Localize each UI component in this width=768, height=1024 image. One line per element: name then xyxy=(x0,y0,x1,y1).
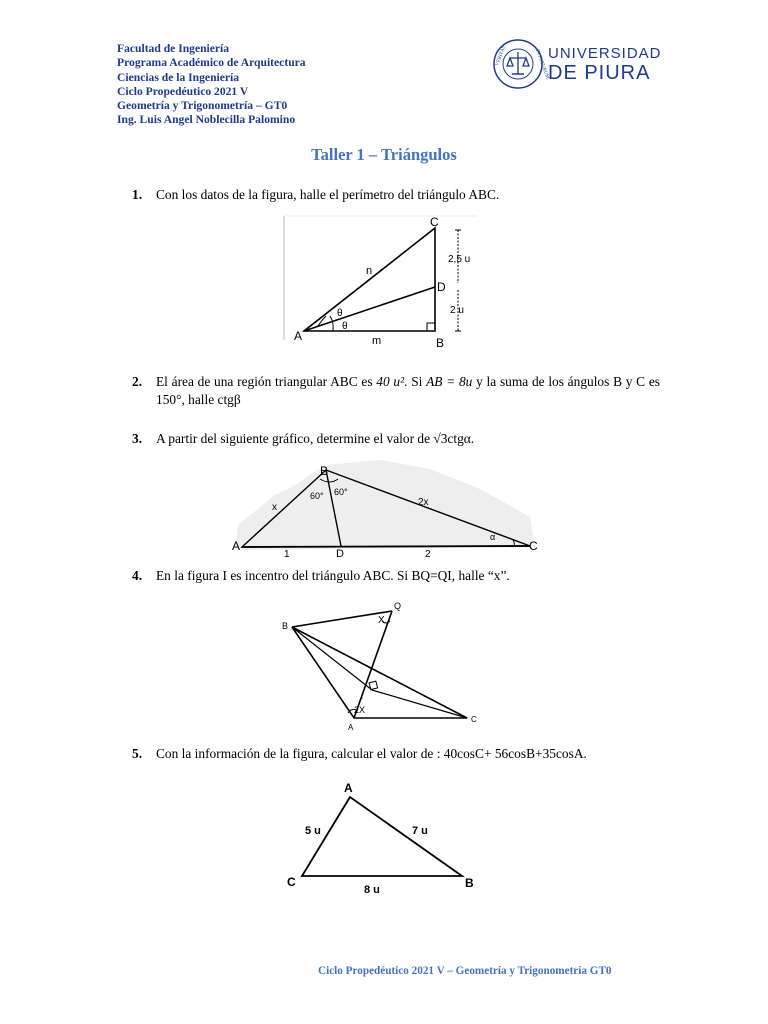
figure-1 xyxy=(282,212,482,352)
figure-4 xyxy=(282,595,492,735)
faculty-line: Facultad de Ingeniería xyxy=(117,42,230,55)
area-line: Ciencias de la Ingeniería xyxy=(117,70,240,84)
question-number: 4. xyxy=(132,568,143,583)
text-part: y la suma de los ángulos B y C es 150°, halle ctgβ xyxy=(156,374,660,407)
label-n: n xyxy=(366,265,373,277)
label-c: C xyxy=(430,215,439,229)
question-text: A partir del siguiente gráfico, determine el valor de √3ctgα. xyxy=(156,431,475,446)
question-2 xyxy=(132,373,660,409)
label-b: B xyxy=(436,336,445,350)
question-text: Con la información de la figura, calcular el valor de : 40cosC+ 56cosB+35cosA. xyxy=(156,746,587,761)
label-c: C xyxy=(287,875,296,889)
label-angle-60-right: 60° xyxy=(334,487,348,497)
label-a: A xyxy=(232,539,241,553)
label-d: D xyxy=(437,280,446,294)
ab-value: AB = 8u xyxy=(426,374,473,389)
label-i: I xyxy=(361,694,363,701)
label-dc-length: 2 xyxy=(425,549,431,560)
label-b: B xyxy=(465,876,474,890)
label-c: C xyxy=(471,715,477,724)
label-ad-length: 1 xyxy=(284,549,290,560)
label-a: A xyxy=(344,781,353,795)
cycle-line: Ciclo Propedéutico 2021 V xyxy=(117,84,249,98)
figure-3 xyxy=(230,455,540,560)
teacher-line: Ing. Luis Angel Noblecilla Palomino xyxy=(117,113,296,127)
label-2x: 2x xyxy=(418,497,429,508)
label-db-length: 2 u xyxy=(450,305,464,316)
university-logo xyxy=(492,36,662,92)
question-text xyxy=(156,373,660,409)
program-line: Programa Académico de Arquitectura xyxy=(117,56,306,70)
label-c: C xyxy=(529,539,538,553)
label-theta-1: θ xyxy=(337,308,343,319)
label-cd-length: 2,5 u xyxy=(448,254,471,265)
question-3 xyxy=(132,430,660,448)
label-ab-length: 7 u xyxy=(412,825,428,837)
question-text: Con los datos de la figura, halle el perímetro del triángulo ABC. xyxy=(156,187,500,202)
label-a: A xyxy=(294,329,303,343)
question-number: 5. xyxy=(132,746,143,761)
text-part: . Si xyxy=(404,374,427,389)
label-a: A xyxy=(348,723,354,732)
course-line: Geometría y Trigonometría – GT0 xyxy=(117,99,288,113)
logo-wordmark xyxy=(548,46,662,83)
page-title: Taller 1 – Triángulos xyxy=(311,145,457,164)
label-x: X xyxy=(378,615,385,626)
header-block xyxy=(117,42,377,128)
area-value: 40 u² xyxy=(376,374,405,389)
seal-ring-right: IN FUTURUM xyxy=(534,48,550,80)
question-4 xyxy=(132,567,660,585)
question-1 xyxy=(132,186,660,204)
label-cb-length: 8 u xyxy=(364,884,380,896)
label-x: x xyxy=(272,502,277,513)
label-q: Q xyxy=(394,601,402,611)
label-m: m xyxy=(372,335,382,347)
page-footer: Ciclo Propedéutico 2021 V – Geometría y Trigonometría GT0 xyxy=(318,965,612,977)
logo-line-1: UNIVERSIDAD xyxy=(548,45,662,62)
label-ca-length: 5 u xyxy=(305,825,321,837)
seal-ring-left: VERITAS xyxy=(495,45,507,67)
question-number: 2. xyxy=(132,374,143,389)
logo-line-2: DE PIURA xyxy=(548,62,651,84)
label-2x: 2X xyxy=(354,705,366,715)
figure-5 xyxy=(282,778,482,900)
label-theta-2: θ xyxy=(342,321,348,332)
label-alpha: α xyxy=(490,532,496,542)
label-b: B xyxy=(282,621,289,631)
seal-icon xyxy=(492,36,550,92)
question-5 xyxy=(132,745,660,763)
label-d: D xyxy=(336,548,344,560)
question-number: 1. xyxy=(132,187,143,202)
text-part: El área de una región triangular ABC es xyxy=(156,374,377,389)
label-angle-60-left: 60° xyxy=(310,491,324,501)
label-b: B xyxy=(320,464,329,478)
question-number: 3. xyxy=(132,431,143,446)
question-text: En la figura I es incentro del triángulo ABC. Si BQ=QI, halle “x”. xyxy=(156,568,510,583)
